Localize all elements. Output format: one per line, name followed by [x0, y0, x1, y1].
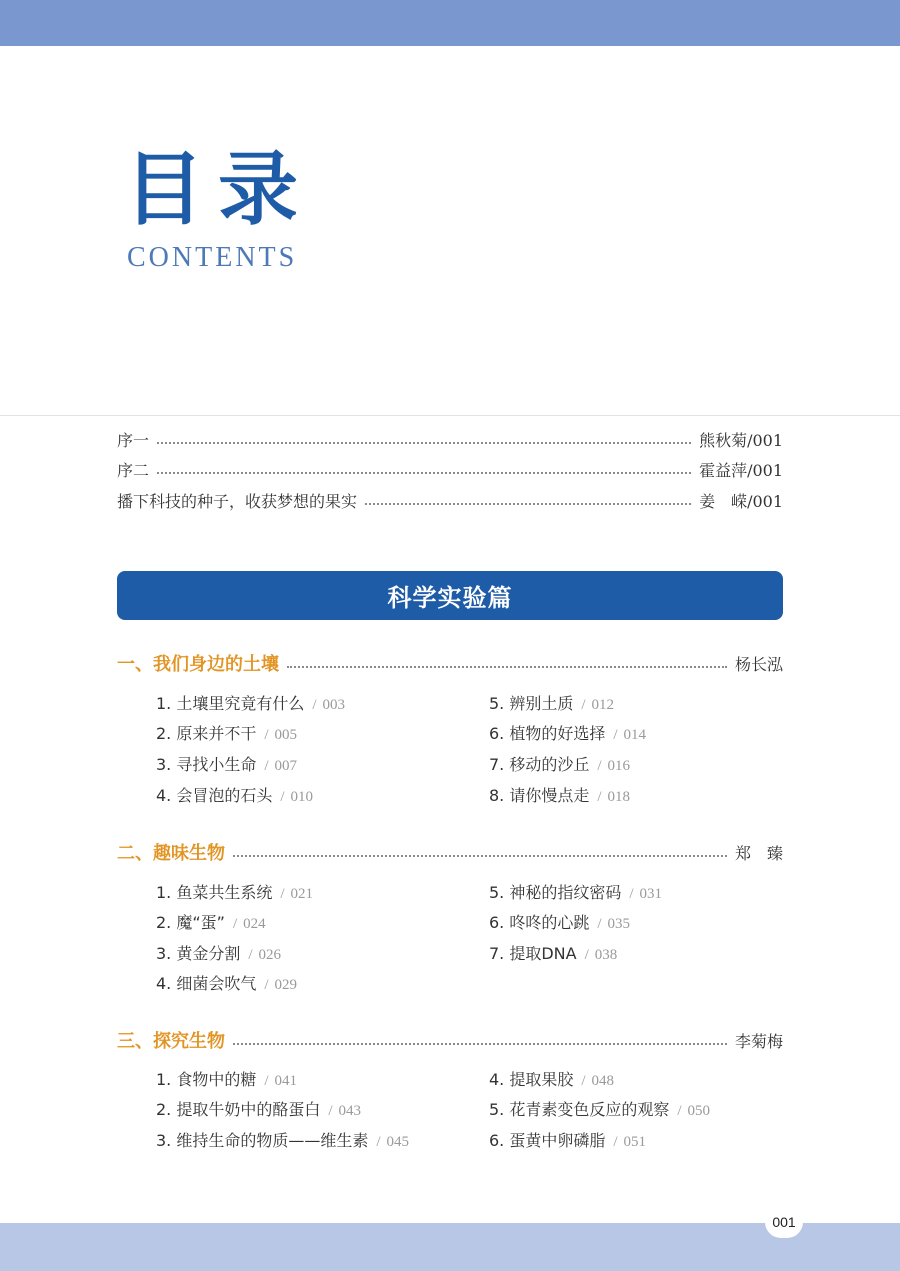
page-separator: /: [264, 758, 269, 774]
item-number: 7.: [489, 944, 505, 963]
toc-preface-3[interactable]: [117, 489, 783, 511]
toc-item[interactable]: [156, 1099, 361, 1121]
section-title: 科学实验篇: [387, 583, 513, 612]
item-title: 维持生命的物质——维生素: [176, 1131, 369, 1150]
page-separator: /: [613, 727, 618, 743]
item-page: 026: [258, 947, 282, 963]
toc-preface-author: 姜 嵘/001: [699, 491, 783, 511]
toc-chapter-2[interactable]: [117, 839, 783, 865]
toc-preface-label: 播下科技的种子，收获梦想的果实: [117, 491, 358, 511]
item-title: 提取果胶: [509, 1070, 574, 1089]
item-title: 植物的好选择: [509, 724, 606, 743]
bottom-color-band: [0, 1223, 900, 1271]
item-page: 050: [687, 1103, 711, 1119]
toc-item[interactable]: [489, 912, 630, 934]
item-title: 寻找小生命: [176, 755, 257, 774]
top-color-band: [0, 0, 900, 46]
toc-item[interactable]: [156, 723, 297, 745]
page-separator: /: [312, 697, 317, 713]
toc-item[interactable]: [489, 1069, 614, 1091]
section-banner: [117, 571, 783, 620]
page-separator: /: [264, 1073, 269, 1089]
page-separator: /: [232, 916, 238, 932]
item-title: 提取牛奶中的酪蛋白: [176, 1100, 321, 1119]
item-title: 神秘的指纹密码: [509, 883, 622, 902]
item-number: 3.: [156, 1131, 172, 1150]
chapter-author: 杨长泓: [734, 654, 783, 674]
toc-item[interactable]: [489, 754, 630, 776]
item-page: 007: [274, 758, 298, 774]
item-page: 029: [274, 977, 298, 993]
item-page: 021: [290, 886, 314, 902]
item-title: 食物中的糖: [176, 1070, 257, 1089]
page-separator: /: [629, 886, 634, 902]
item-number: 1.: [156, 694, 172, 713]
item-number: 2.: [156, 1100, 172, 1119]
item-page: 048: [591, 1073, 615, 1089]
item-title: 会冒泡的石头: [176, 786, 273, 805]
item-number: 3.: [156, 944, 172, 963]
page-separator: /: [581, 697, 586, 713]
item-number: 4.: [156, 786, 172, 805]
toc-item[interactable]: [156, 943, 281, 965]
item-page: 051: [623, 1134, 647, 1150]
item-page: 035: [607, 916, 631, 932]
item-number: 6.: [489, 724, 505, 743]
item-page: 012: [591, 697, 615, 713]
item-title: 请你慢点走: [509, 786, 590, 805]
toc-item[interactable]: [489, 693, 614, 715]
toc-item[interactable]: [156, 785, 313, 807]
item-page: 024: [243, 916, 266, 932]
chapter-title: 二、趣味生物: [117, 843, 225, 864]
page-separator: /: [597, 916, 602, 932]
toc-chapter-1[interactable]: [117, 650, 783, 676]
item-page: 043: [338, 1103, 362, 1119]
item-number: 4.: [156, 974, 172, 993]
chapter-author: 李菊梅: [734, 1031, 783, 1051]
item-number: 6.: [489, 1131, 505, 1150]
item-title: 细菌会吹气: [176, 974, 257, 993]
item-number: 4.: [489, 1070, 505, 1089]
page-separator: /: [597, 789, 602, 805]
page-separator: /: [613, 1134, 618, 1150]
item-title: 移动的沙丘: [509, 755, 590, 774]
toc-preface-author: 霍益萍/001: [699, 460, 783, 480]
page-title: 目录: [124, 143, 312, 236]
item-number: 1.: [156, 1070, 172, 1089]
item-number: 2.: [156, 913, 172, 932]
chapter-author: 郑 臻: [734, 843, 783, 863]
item-number: 1.: [156, 883, 172, 902]
dot-leader: [233, 1043, 727, 1045]
toc-item[interactable]: [156, 754, 297, 776]
page-separator: /: [581, 1073, 586, 1089]
item-page: 005: [274, 727, 298, 743]
page-separator: /: [597, 758, 602, 774]
toc-item[interactable]: [489, 785, 630, 807]
page-separator: /: [280, 886, 285, 902]
dot-leader: [157, 472, 691, 474]
item-page: 031: [639, 886, 663, 902]
chapter-title: 一、我们身边的土壤: [117, 654, 279, 675]
item-title: 花青素变色反应的观察: [509, 1100, 670, 1119]
item-number: 3.: [156, 755, 172, 774]
page-separator: /: [264, 977, 269, 993]
toc-item[interactable]: [489, 943, 617, 965]
item-page: 041: [274, 1073, 298, 1089]
dot-leader: [365, 503, 691, 505]
toc-item[interactable]: [156, 693, 345, 715]
page-number: 001: [765, 1206, 803, 1238]
item-number: 6.: [489, 913, 505, 932]
item-page: 010: [290, 789, 314, 805]
page-separator: /: [584, 947, 589, 963]
page-separator: /: [328, 1103, 333, 1119]
toc-item[interactable]: [156, 973, 297, 995]
item-title: 土壤里究竟有什么: [176, 694, 305, 713]
item-number: 7.: [489, 755, 505, 774]
item-title: 蛋黄中卵磷脂: [509, 1131, 606, 1150]
item-page: 003: [322, 697, 346, 713]
toc-chapter-3[interactable]: [117, 1027, 783, 1053]
toc-item[interactable]: [156, 912, 266, 934]
toc-item[interactable]: [489, 1099, 710, 1121]
item-page: 045: [386, 1134, 410, 1150]
item-title: 鱼菜共生系统: [176, 883, 273, 902]
chapter-title: 三、探究生物: [117, 1031, 225, 1052]
item-title: 辨别土质: [509, 694, 574, 713]
item-title: 原来并不干: [176, 724, 257, 743]
divider: [0, 415, 900, 416]
page-separator: /: [264, 727, 269, 743]
toc-preface-label: 序一: [117, 430, 150, 450]
page-separator: /: [248, 947, 253, 963]
toc-preface-1[interactable]: [117, 428, 783, 450]
item-page: 014: [623, 727, 647, 743]
item-title: 提取DNA: [509, 944, 577, 963]
toc-preface-label: 序二: [117, 460, 150, 480]
item-title: 魔“蛋”: [176, 913, 225, 932]
toc-item[interactable]: [489, 723, 646, 745]
item-title: 咚咚的心跳: [509, 913, 590, 932]
dot-leader: [287, 666, 727, 668]
toc-item[interactable]: [156, 1069, 297, 1091]
toc-preface-2[interactable]: [117, 458, 783, 480]
dot-leader: [157, 442, 691, 444]
item-page: 018: [607, 789, 631, 805]
toc-item[interactable]: [156, 1130, 409, 1152]
toc-item[interactable]: [489, 882, 662, 904]
item-number: 8.: [489, 786, 505, 805]
toc-item[interactable]: [489, 1130, 646, 1152]
page-subtitle: CONTENTS: [127, 242, 298, 273]
dot-leader: [233, 855, 727, 857]
item-page: 016: [607, 758, 631, 774]
item-number: 2.: [156, 724, 172, 743]
item-number: 5.: [489, 883, 505, 902]
toc-item[interactable]: [156, 882, 313, 904]
toc-preface-author: 熊秋菊/001: [699, 430, 783, 450]
page-separator: /: [376, 1134, 381, 1150]
item-number: 5.: [489, 1100, 505, 1119]
item-page: 038: [594, 947, 618, 963]
page-separator: /: [677, 1103, 682, 1119]
item-number: 5.: [489, 694, 505, 713]
page-separator: /: [280, 789, 285, 805]
item-title: 黄金分割: [176, 944, 241, 963]
